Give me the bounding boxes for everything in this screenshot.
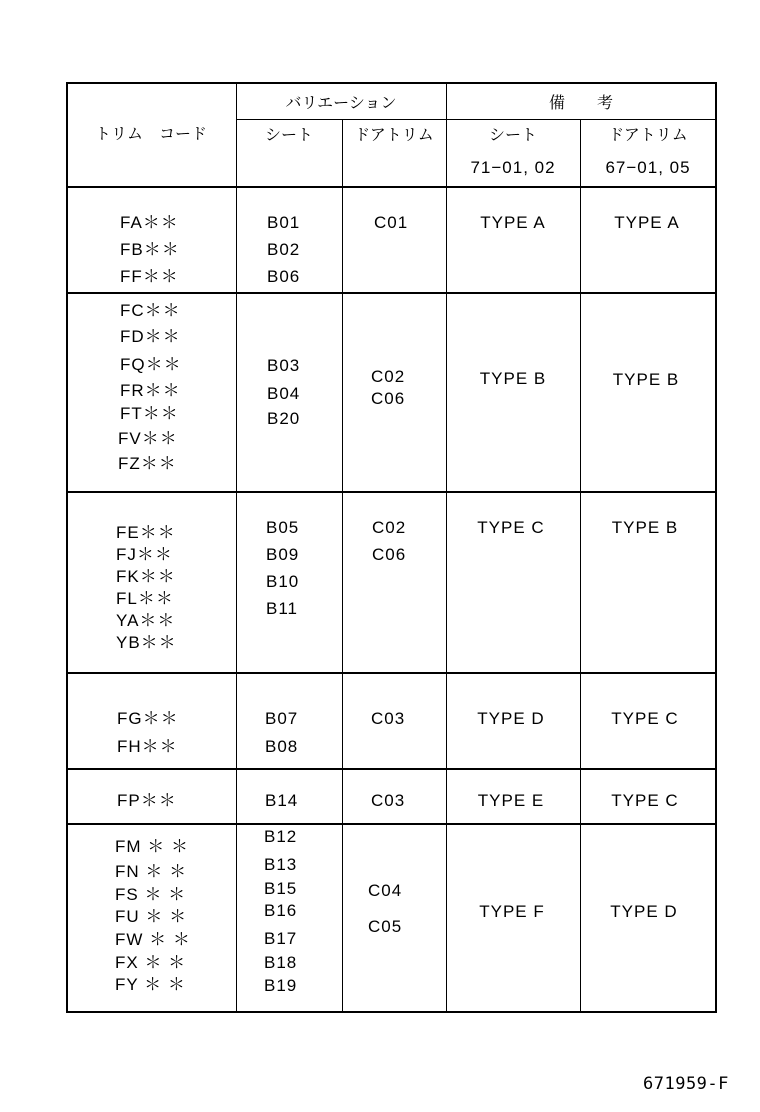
remark-door-trim-type: TYPE C (611, 791, 679, 810)
header-variation-seat: シート (264, 127, 314, 144)
header-subdivider (236, 119, 716, 120)
seat-code: B20 (267, 409, 301, 428)
door-trim-code: C06 (372, 545, 407, 564)
remark-seat-type: TYPE D (477, 709, 545, 728)
seat-code: B17 (264, 929, 298, 948)
seat-code: B07 (265, 709, 299, 728)
trim-code: FA＊＊ (120, 213, 179, 232)
header-remarks-seat-ref: 71−01, 02 (470, 158, 556, 177)
seat-code: B10 (266, 572, 300, 591)
col-divider-remarks-seat-door (580, 119, 581, 1013)
remark-door-trim-type: TYPE A (614, 213, 680, 232)
trim-code: YB＊＊ (116, 633, 177, 652)
remark-seat-type: TYPE C (477, 518, 545, 537)
trim-code: FE＊＊ (116, 523, 176, 542)
col-divider-trim-seat (236, 82, 237, 1013)
trim-code: YA＊＊ (116, 611, 176, 630)
trim-code: FR＊＊ (120, 381, 181, 400)
door-trim-code: C05 (368, 917, 403, 936)
remark-seat-type: TYPE A (480, 213, 546, 232)
header-variation: バリエーション (285, 95, 397, 112)
table-border-left (66, 82, 68, 1013)
trim-code: FP＊＊ (117, 791, 177, 810)
row-divider-1 (66, 292, 717, 294)
row-divider-3 (66, 672, 717, 674)
seat-code: B13 (264, 855, 298, 874)
trim-code: FN ＊ ＊ (115, 862, 188, 881)
col-divider-seat-door (342, 119, 343, 1013)
seat-code: B15 (264, 879, 298, 898)
seat-code: B16 (264, 901, 298, 920)
door-trim-code: C04 (368, 881, 403, 900)
header-remarks: 備 考 (548, 95, 614, 112)
seat-code: B19 (264, 976, 298, 995)
trim-code: FC＊＊ (120, 301, 181, 320)
trim-code: FH＊＊ (117, 737, 178, 756)
door-trim-code: C03 (371, 791, 406, 810)
seat-code: B09 (266, 545, 300, 564)
seat-code: B14 (265, 791, 299, 810)
table-border-right (715, 82, 717, 1013)
trim-code: FG＊＊ (117, 709, 179, 728)
trim-code: FM ＊ ＊ (115, 837, 189, 856)
row-divider-2 (66, 491, 717, 493)
trim-code: FT＊＊ (120, 404, 179, 423)
remark-seat-type: TYPE E (477, 791, 545, 810)
door-trim-code: C03 (371, 709, 406, 728)
seat-code: B12 (264, 827, 298, 846)
header-remarks-door-trim-ref: 67−01, 05 (605, 158, 691, 177)
seat-code: B18 (264, 953, 298, 972)
trim-code: FU ＊ ＊ (115, 907, 188, 926)
table-border-top (66, 82, 717, 84)
seat-code: B01 (267, 213, 301, 232)
seat-code: B05 (266, 518, 300, 537)
seat-code: B03 (267, 356, 301, 375)
trim-code: FL＊＊ (116, 589, 174, 608)
seat-code: B06 (267, 267, 301, 286)
header-variation-door-trim: ドアトリム (354, 127, 434, 144)
trim-code: FZ＊＊ (118, 454, 177, 473)
remark-seat-type: TYPE F (479, 902, 545, 921)
remark-door-trim-type: TYPE D (610, 902, 678, 921)
remark-seat-type: TYPE B (479, 369, 547, 388)
door-trim-code: C06 (371, 389, 406, 408)
door-trim-code: C02 (372, 518, 407, 537)
remark-door-trim-type: TYPE C (611, 709, 679, 728)
trim-code: FB＊＊ (120, 240, 180, 259)
seat-code: B04 (267, 384, 301, 403)
seat-code: B08 (265, 737, 299, 756)
trim-code: FQ＊＊ (120, 355, 182, 374)
header-bottom-rule (66, 186, 717, 188)
trim-code: FV＊＊ (118, 429, 178, 448)
trim-code: FY ＊ ＊ (115, 975, 186, 994)
trim-code: FX ＊ ＊ (115, 953, 187, 972)
trim-code: FJ＊＊ (116, 545, 173, 564)
col-divider-variation-remarks (446, 82, 447, 1013)
remark-door-trim-type: TYPE B (612, 370, 680, 389)
remark-door-trim-type: TYPE B (611, 518, 679, 537)
trim-code: FF＊＊ (120, 267, 179, 286)
row-divider-5 (66, 823, 717, 825)
header-remarks-seat: シート (488, 127, 538, 144)
trim-code: FS ＊ ＊ (115, 885, 187, 904)
header-trim-code: トリム コード (94, 126, 208, 143)
trim-code: FK＊＊ (116, 567, 176, 586)
header-remarks-door-trim: ドアトリム (608, 127, 688, 144)
door-trim-code: C02 (371, 367, 406, 386)
row-divider-4 (66, 768, 717, 770)
trim-code: FD＊＊ (120, 327, 181, 346)
seat-code: B11 (266, 599, 298, 618)
seat-code: B02 (267, 240, 301, 259)
figure-id: 671959-F (643, 1074, 729, 1094)
trim-code: FW ＊ ＊ (115, 930, 191, 949)
table-border-bottom (66, 1011, 717, 1013)
door-trim-code: C01 (374, 213, 409, 232)
